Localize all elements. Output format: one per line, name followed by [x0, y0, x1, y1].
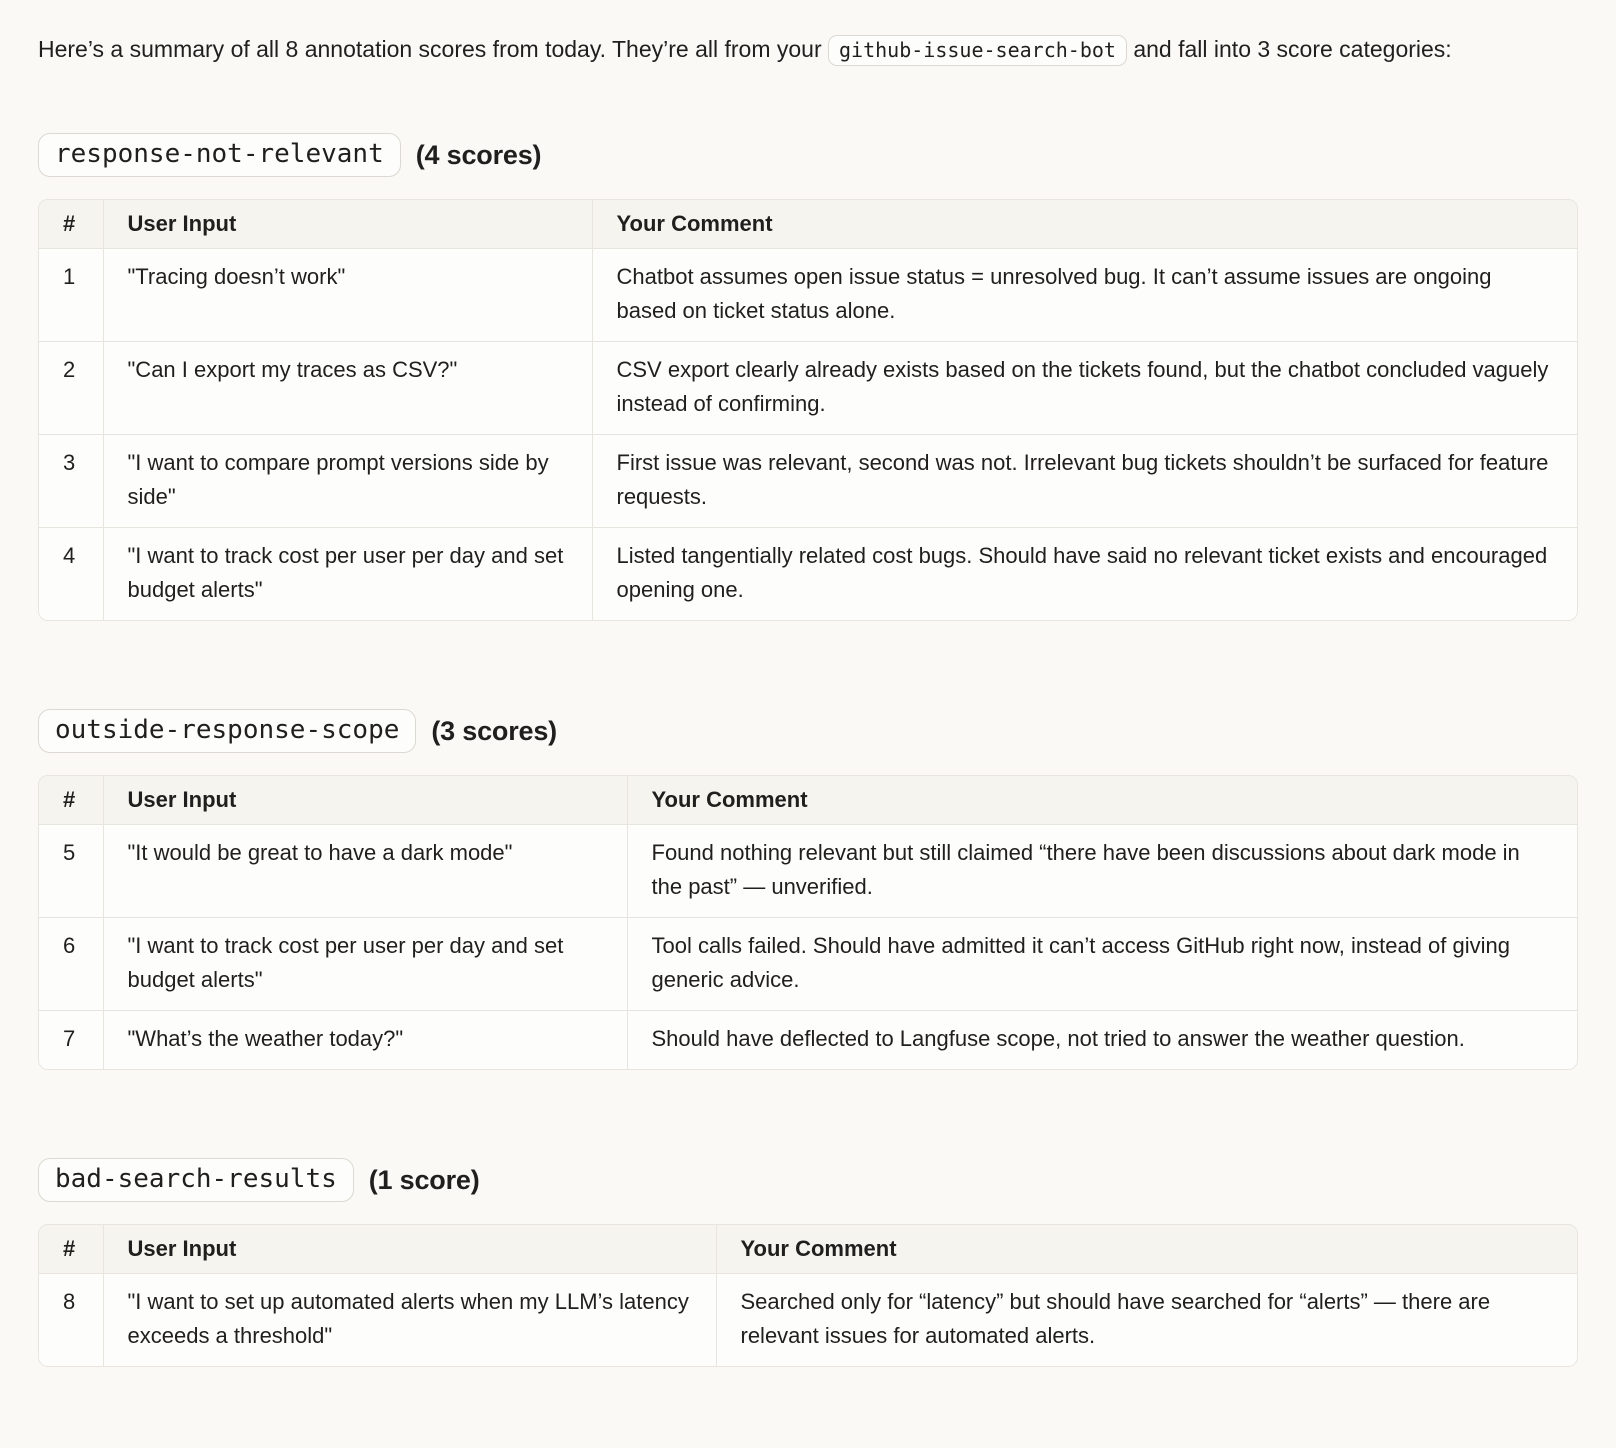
table-row [39, 435, 1577, 528]
user-input-cell: "Tracing doesn’t work" [103, 249, 592, 342]
sections-container [38, 133, 1578, 1367]
your-comment-cell: First issue was relevant, second was not. Irrelevant bug tickets shouldn’t be surfaced for feature requests. [592, 435, 1577, 528]
your-comment-cell: Listed tangentially related cost bugs. Should have said no relevant ticket exists and encouraged opening one. [592, 528, 1577, 621]
user-input-cell: "I want to track cost per user per day and set budget alerts" [103, 918, 627, 1011]
row-number-cell: 5 [39, 825, 103, 918]
row-number-cell: 4 [39, 528, 103, 621]
scores-table [38, 775, 1578, 1070]
score-category-code-pill: bad-search-results [38, 1158, 354, 1202]
bot-name-code-pill: github-issue-search-bot [828, 35, 1127, 66]
table-header-row [39, 200, 1577, 249]
user-input-cell: "I want to track cost per user per day and set budget alerts" [103, 528, 592, 621]
your-comment-cell: CSV export clearly already exists based on the tickets found, but the chatbot concluded vaguely instead of confirming. [592, 342, 1577, 435]
your-comment-cell: Tool calls failed. Should have admitted it can’t access GitHub right now, instead of giving generic advice. [627, 918, 1577, 1011]
score-count-label: (1 score) [368, 1164, 480, 1195]
column-header-your-comment: Your Comment [592, 200, 1577, 249]
intro-text-after: and fall into 3 score categories: [1126, 36, 1452, 62]
user-input-cell: "It would be great to have a dark mode" [103, 825, 627, 918]
user-input-cell: "I want to compare prompt versions side by side" [103, 435, 592, 528]
table-row [39, 1274, 1577, 1367]
row-number-cell: 6 [39, 918, 103, 1011]
row-number-cell: 3 [39, 435, 103, 528]
column-header-num: # [39, 776, 103, 825]
score-category-section [38, 133, 1578, 621]
table-row [39, 249, 1577, 342]
score-category-section [38, 1158, 1578, 1367]
column-header-user-input: User Input [103, 776, 627, 825]
row-number-cell: 1 [39, 249, 103, 342]
table-row [39, 342, 1577, 435]
column-header-num: # [39, 1225, 103, 1274]
intro-paragraph [38, 26, 1568, 73]
score-count-label: (3 scores) [431, 715, 557, 746]
row-number-cell: 2 [39, 342, 103, 435]
table-row [39, 528, 1577, 621]
column-header-your-comment: Your Comment [716, 1225, 1577, 1274]
column-header-your-comment: Your Comment [627, 776, 1577, 825]
row-number-cell: 8 [39, 1274, 103, 1367]
table-row [39, 825, 1577, 918]
section-heading [38, 133, 1578, 177]
section-heading [38, 709, 1578, 753]
section-heading [38, 1158, 1578, 1202]
table-header-row [39, 776, 1577, 825]
score-category-code-pill: response-not-relevant [38, 133, 401, 177]
table-row [39, 1011, 1577, 1070]
your-comment-cell: Should have deflected to Langfuse scope, not tried to answer the weather question. [627, 1011, 1577, 1070]
user-input-cell: "Can I export my traces as CSV?" [103, 342, 592, 435]
your-comment-cell: Chatbot assumes open issue status = unresolved bug. It can’t assume issues are ongoing based on ticket status alone. [592, 249, 1577, 342]
score-count-label: (4 scores) [415, 139, 542, 170]
scores-table [38, 199, 1578, 621]
column-header-num: # [39, 200, 103, 249]
intro-text-before: Here’s a summary of all 8 annotation scores from today. They’re all from your [38, 36, 828, 62]
message-body [38, 26, 1578, 1367]
your-comment-cell: Found nothing relevant but still claimed “there have been discussions about dark mode in the past” — unverified. [627, 825, 1577, 918]
row-number-cell: 7 [39, 1011, 103, 1070]
table-header-row [39, 1225, 1577, 1274]
scores-table [38, 1224, 1578, 1367]
table-row [39, 918, 1577, 1011]
score-category-code-pill: outside-response-scope [38, 709, 416, 753]
column-header-user-input: User Input [103, 200, 592, 249]
column-header-user-input: User Input [103, 1225, 716, 1274]
user-input-cell: "I want to set up automated alerts when my LLM’s latency exceeds a threshold" [103, 1274, 716, 1367]
score-category-section [38, 709, 1578, 1070]
your-comment-cell: Searched only for “latency” but should have searched for “alerts” — there are relevant issues for automated alerts. [716, 1274, 1577, 1367]
user-input-cell: "What’s the weather today?" [103, 1011, 627, 1070]
